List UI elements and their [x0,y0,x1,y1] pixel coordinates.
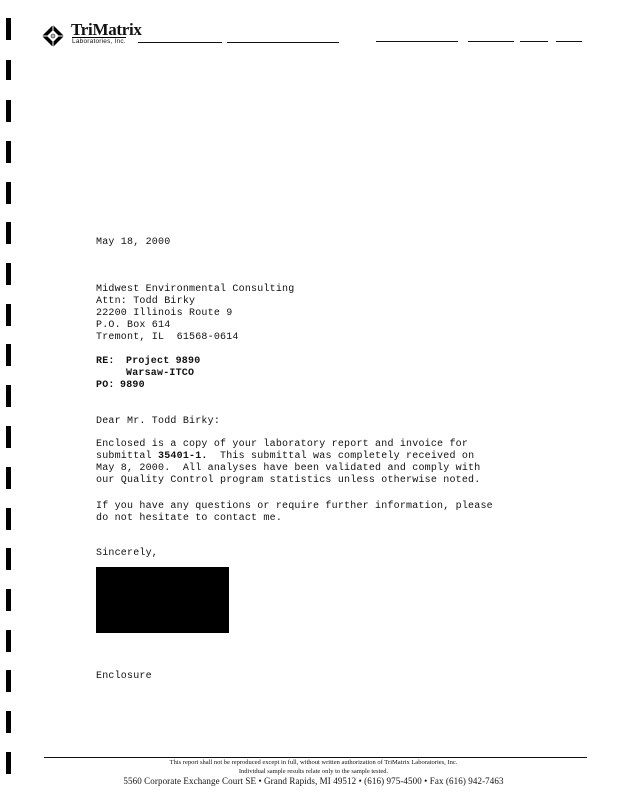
salutation: Dear Mr. Todd Birky: [96,416,221,427]
recipient-address-2: P.O. Box 614 [96,320,171,331]
re-site: Warsaw-ITCO [126,368,195,379]
paragraph-1-line: Enclosed is a copy of your laboratory report and invoice for [96,439,469,450]
submittal-number: 35401-1. [158,451,208,462]
company-name: TriMatrix [71,20,142,39]
paragraph-2-line: do not hesitate to contact me. [96,513,283,524]
binder-mark [6,60,11,80]
paragraph-1-line: our Quality Control program statistics unless otherwise noted. [96,475,481,486]
footer-disclaimer: This report shall not be reproduced except in full, without written authorization of TriMatrix Laboratories, Inc. [169,759,458,766]
recipient-company: Midwest Environmental Consulting [96,284,295,295]
header-rule [520,41,548,42]
header-rule [227,42,339,43]
company-subtitle: Laboratories, Inc. [72,38,126,45]
binder-mark [6,18,11,40]
paragraph-1-text: This submittal was completely received on [207,451,475,462]
company-logo [41,20,151,48]
binder-mark [6,141,11,163]
po-label: PO: [96,380,115,391]
binder-mark [6,630,11,652]
binder-mark [6,263,11,285]
closing: Sincerely, [96,548,159,559]
recipient-address-1: 22200 Illinois Route 9 [96,308,233,319]
binder-mark [6,304,11,326]
enclosure-note: Enclosure [96,671,152,682]
binder-mark [6,100,11,122]
paragraph-1-line [96,451,474,463]
header-rule [556,41,582,42]
po-value: 9890 [120,380,145,391]
footer-rule [44,757,587,758]
re-project: Project 9890 [126,356,201,367]
recipient-attn: Attn: Todd Birky [96,296,196,307]
footer-note: Individual sample results relate only to the sample tested. [238,768,389,775]
header-rule [138,42,222,43]
binder-mark [6,182,11,204]
trimatrix-diamond-icon [41,24,65,48]
binder-mark [6,222,11,244]
binder-mark [6,344,11,366]
binder-mark [6,548,11,570]
redacted-signature [96,567,229,633]
letter-date: May 18, 2000 [96,237,171,248]
binder-mark [6,670,11,692]
header-rule [376,41,458,42]
binder-mark [6,426,11,448]
recipient-city-state-zip: Tremont, IL 61568-0614 [96,332,239,343]
binder-mark [6,467,11,489]
binder-mark [6,589,11,611]
binder-mark [6,385,11,407]
paragraph-2-line: If you have any questions or require further information, please [96,501,493,512]
binder-mark [6,711,11,733]
paragraph-1-text: submittal [96,451,159,462]
header-rule [468,41,514,42]
footer-address: 5560 Corporate Exchange Court SE • Grand Rapids, MI 49512 • (616) 975-4500 • Fax (616) 942-7463 [123,776,504,786]
paragraph-1-line: May 8, 2000. All analyses have been validated and comply with [96,463,481,474]
binder-mark [6,508,11,530]
re-label: RE: [96,356,115,367]
